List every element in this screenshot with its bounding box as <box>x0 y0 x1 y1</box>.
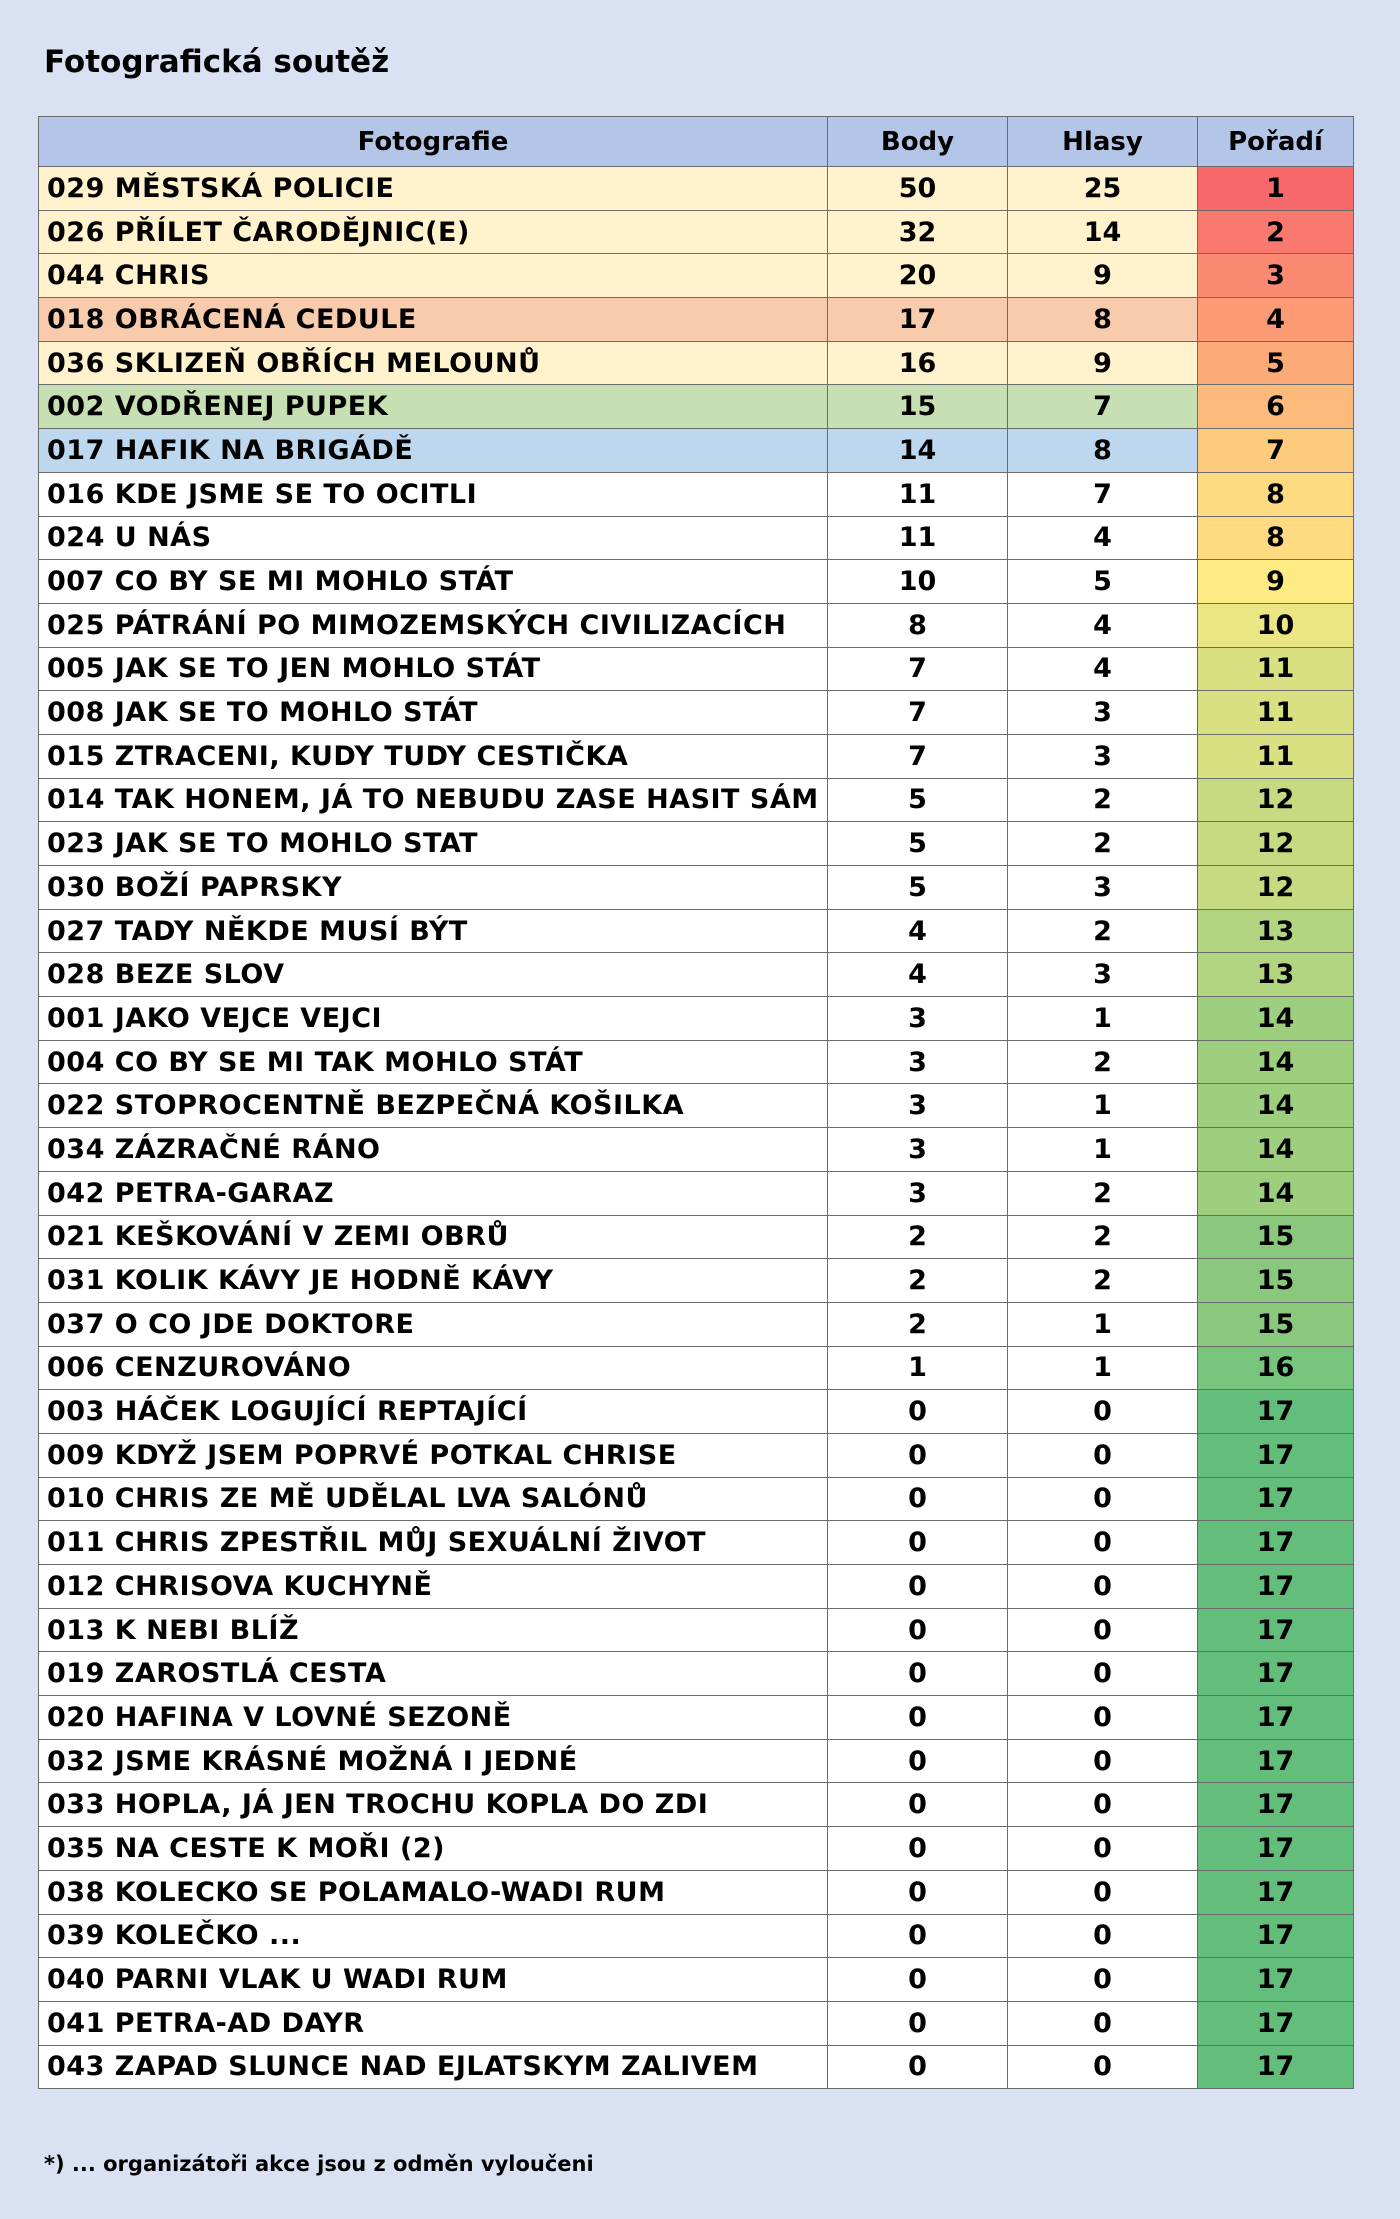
cell-points: 14 <box>828 429 1008 473</box>
cell-votes: 2 <box>1008 822 1198 866</box>
cell-points: 3 <box>828 997 1008 1041</box>
table-row <box>39 385 1354 429</box>
cell-votes: 0 <box>1008 1870 1198 1914</box>
cell-photo: 008 JAK SE TO MOHLO STÁT <box>39 691 828 735</box>
cell-rank: 15 <box>1198 1259 1354 1303</box>
cell-points: 0 <box>828 1608 1008 1652</box>
cell-rank: 11 <box>1198 647 1354 691</box>
table-row <box>39 341 1354 385</box>
cell-votes: 8 <box>1008 429 1198 473</box>
cell-votes: 4 <box>1008 516 1198 560</box>
cell-rank: 17 <box>1198 1696 1354 1740</box>
table-row <box>39 1827 1354 1871</box>
table-row <box>39 516 1354 560</box>
cell-votes: 0 <box>1008 1477 1198 1521</box>
cell-votes: 5 <box>1008 560 1198 604</box>
cell-points: 5 <box>828 778 1008 822</box>
table-row <box>39 1346 1354 1390</box>
cell-rank: 14 <box>1198 1040 1354 1084</box>
cell-points: 2 <box>828 1302 1008 1346</box>
cell-votes: 9 <box>1008 341 1198 385</box>
cell-votes: 4 <box>1008 647 1198 691</box>
table-row <box>39 647 1354 691</box>
cell-points: 4 <box>828 953 1008 997</box>
cell-rank: 8 <box>1198 472 1354 516</box>
table-row <box>39 1433 1354 1477</box>
cell-rank: 14 <box>1198 1084 1354 1128</box>
cell-points: 0 <box>828 1433 1008 1477</box>
cell-points: 16 <box>828 341 1008 385</box>
cell-photo: 030 BOŽÍ PAPRSKY <box>39 866 828 910</box>
cell-points: 0 <box>828 1477 1008 1521</box>
cell-votes: 4 <box>1008 603 1198 647</box>
cell-votes: 2 <box>1008 1040 1198 1084</box>
cell-points: 2 <box>828 1215 1008 1259</box>
cell-rank: 12 <box>1198 778 1354 822</box>
cell-rank: 17 <box>1198 2001 1354 2045</box>
cell-votes: 7 <box>1008 472 1198 516</box>
table-row <box>39 429 1354 473</box>
table-body <box>39 167 1354 2089</box>
cell-votes: 1 <box>1008 1084 1198 1128</box>
cell-rank: 17 <box>1198 1477 1354 1521</box>
cell-rank: 17 <box>1198 1608 1354 1652</box>
cell-photo: 043 ZAPAD SLUNCE NAD EJLATSKYM ZALIVEM <box>39 2045 828 2089</box>
cell-votes: 0 <box>1008 1608 1198 1652</box>
cell-votes: 0 <box>1008 1914 1198 1958</box>
cell-votes: 1 <box>1008 1128 1198 1172</box>
cell-points: 0 <box>828 1783 1008 1827</box>
cell-points: 0 <box>828 1521 1008 1565</box>
table-row <box>39 1565 1354 1609</box>
cell-points: 7 <box>828 691 1008 735</box>
cell-rank: 15 <box>1198 1215 1354 1259</box>
cell-photo: 015 ZTRACENI, KUDY TUDY CESTIČKA <box>39 734 828 778</box>
table-row <box>39 1521 1354 1565</box>
cell-votes: 3 <box>1008 691 1198 735</box>
cell-photo: 023 JAK SE TO MOHLO STAT <box>39 822 828 866</box>
table-row <box>39 254 1354 298</box>
cell-rank: 13 <box>1198 909 1354 953</box>
cell-photo: 035 NA CESTE K MOŘI (2) <box>39 1827 828 1871</box>
cell-points: 4 <box>828 909 1008 953</box>
cell-rank: 14 <box>1198 997 1354 1041</box>
cell-rank: 8 <box>1198 516 1354 560</box>
table-row <box>39 1302 1354 1346</box>
cell-votes: 9 <box>1008 254 1198 298</box>
cell-rank: 17 <box>1198 1565 1354 1609</box>
cell-votes: 0 <box>1008 2001 1198 2045</box>
column-header-votes: Hlasy <box>1008 117 1198 167</box>
cell-votes: 0 <box>1008 1521 1198 1565</box>
cell-rank: 10 <box>1198 603 1354 647</box>
cell-rank: 17 <box>1198 1914 1354 1958</box>
table-row <box>39 822 1354 866</box>
cell-votes: 1 <box>1008 1302 1198 1346</box>
cell-votes: 0 <box>1008 1783 1198 1827</box>
cell-photo: 019 ZAROSTLÁ CESTA <box>39 1652 828 1696</box>
cell-points: 0 <box>828 2001 1008 2045</box>
cell-points: 50 <box>828 167 1008 211</box>
table-row <box>39 298 1354 342</box>
cell-points: 32 <box>828 210 1008 254</box>
cell-rank: 15 <box>1198 1302 1354 1346</box>
cell-photo: 018 OBRÁCENÁ CEDULE <box>39 298 828 342</box>
cell-photo: 033 HOPLA, JÁ JEN TROCHU KOPLA DO ZDI <box>39 1783 828 1827</box>
cell-points: 0 <box>828 1565 1008 1609</box>
footnote: *) ... organizátoři akce jsou z odměn vyloučeni <box>44 2152 594 2176</box>
table-row <box>39 866 1354 910</box>
cell-votes: 7 <box>1008 385 1198 429</box>
cell-rank: 12 <box>1198 866 1354 910</box>
cell-points: 3 <box>828 1084 1008 1128</box>
cell-votes: 0 <box>1008 1390 1198 1434</box>
cell-points: 5 <box>828 866 1008 910</box>
table-row <box>39 2045 1354 2089</box>
cell-rank: 14 <box>1198 1128 1354 1172</box>
cell-votes: 2 <box>1008 1171 1198 1215</box>
cell-points: 3 <box>828 1040 1008 1084</box>
cell-rank: 7 <box>1198 429 1354 473</box>
table-row <box>39 1171 1354 1215</box>
cell-rank: 13 <box>1198 953 1354 997</box>
cell-photo: 011 CHRIS ZPESTŘIL MŮJ SEXUÁLNÍ ŽIVOT <box>39 1521 828 1565</box>
cell-rank: 17 <box>1198 1521 1354 1565</box>
cell-votes: 0 <box>1008 1565 1198 1609</box>
table-row <box>39 1390 1354 1434</box>
cell-rank: 17 <box>1198 1783 1354 1827</box>
cell-rank: 17 <box>1198 1390 1354 1434</box>
cell-rank: 17 <box>1198 1870 1354 1914</box>
cell-points: 1 <box>828 1346 1008 1390</box>
cell-points: 11 <box>828 472 1008 516</box>
cell-rank: 11 <box>1198 734 1354 778</box>
table-row <box>39 210 1354 254</box>
cell-rank: 17 <box>1198 1652 1354 1696</box>
table-row <box>39 1128 1354 1172</box>
table-row <box>39 2001 1354 2045</box>
table-row <box>39 778 1354 822</box>
cell-points: 0 <box>828 1827 1008 1871</box>
cell-photo: 017 HAFIK NA BRIGÁDĚ <box>39 429 828 473</box>
cell-votes: 1 <box>1008 1346 1198 1390</box>
cell-photo: 012 CHRISOVA KUCHYNĚ <box>39 1565 828 1609</box>
cell-photo: 009 KDYŽ JSEM POPRVÉ POTKAL CHRISE <box>39 1433 828 1477</box>
cell-photo: 037 O CO JDE DOKTORE <box>39 1302 828 1346</box>
cell-points: 0 <box>828 1870 1008 1914</box>
cell-photo: 021 KEŠKOVÁNÍ V ZEMI OBRŮ <box>39 1215 828 1259</box>
cell-points: 0 <box>828 1652 1008 1696</box>
table-row <box>39 1084 1354 1128</box>
table-row <box>39 1870 1354 1914</box>
cell-points: 15 <box>828 385 1008 429</box>
cell-votes: 3 <box>1008 734 1198 778</box>
cell-votes: 3 <box>1008 953 1198 997</box>
cell-photo: 041 PETRA-AD DAYR <box>39 2001 828 2045</box>
cell-photo: 042 PETRA-GARAZ <box>39 1171 828 1215</box>
cell-points: 3 <box>828 1171 1008 1215</box>
cell-rank: 17 <box>1198 1958 1354 2002</box>
cell-votes: 2 <box>1008 1215 1198 1259</box>
cell-votes: 2 <box>1008 778 1198 822</box>
cell-votes: 14 <box>1008 210 1198 254</box>
page-title: Fotografická soutěž <box>44 44 390 80</box>
cell-votes: 0 <box>1008 1827 1198 1871</box>
cell-rank: 9 <box>1198 560 1354 604</box>
cell-rank: 17 <box>1198 1827 1354 1871</box>
table-row <box>39 1477 1354 1521</box>
cell-photo: 044 CHRIS <box>39 254 828 298</box>
cell-votes: 0 <box>1008 1958 1198 2002</box>
cell-points: 0 <box>828 1914 1008 1958</box>
cell-points: 0 <box>828 1696 1008 1740</box>
table-row <box>39 1739 1354 1783</box>
table-row <box>39 997 1354 1041</box>
table-row <box>39 691 1354 735</box>
cell-photo: 010 CHRIS ZE MĚ UDĚLAL LVA SALÓNŮ <box>39 1477 828 1521</box>
table-row <box>39 1914 1354 1958</box>
cell-points: 20 <box>828 254 1008 298</box>
cell-points: 17 <box>828 298 1008 342</box>
table-row <box>39 1696 1354 1740</box>
cell-photo: 020 HAFINA V LOVNÉ SEZONĚ <box>39 1696 828 1740</box>
table-row <box>39 603 1354 647</box>
table-row <box>39 1215 1354 1259</box>
cell-votes: 0 <box>1008 1696 1198 1740</box>
cell-rank: 17 <box>1198 2045 1354 2089</box>
cell-votes: 8 <box>1008 298 1198 342</box>
cell-rank: 4 <box>1198 298 1354 342</box>
cell-rank: 11 <box>1198 691 1354 735</box>
cell-points: 0 <box>828 1739 1008 1783</box>
cell-votes: 0 <box>1008 1652 1198 1696</box>
cell-photo: 024 U NÁS <box>39 516 828 560</box>
cell-photo: 014 TAK HONEM, JÁ TO NEBUDU ZASE HASIT SÁM <box>39 778 828 822</box>
cell-photo: 026 PŘÍLET ČARODĚJNIC(E) <box>39 210 828 254</box>
cell-points: 7 <box>828 647 1008 691</box>
cell-rank: 5 <box>1198 341 1354 385</box>
results-table <box>38 116 1354 2089</box>
cell-photo: 016 KDE JSME SE TO OCITLI <box>39 472 828 516</box>
cell-rank: 1 <box>1198 167 1354 211</box>
cell-photo: 002 VODŘENEJ PUPEK <box>39 385 828 429</box>
cell-photo: 013 K NEBI BLÍŽ <box>39 1608 828 1652</box>
table-row <box>39 560 1354 604</box>
cell-points: 0 <box>828 1390 1008 1434</box>
cell-rank: 3 <box>1198 254 1354 298</box>
cell-photo: 005 JAK SE TO JEN MOHLO STÁT <box>39 647 828 691</box>
cell-photo: 036 SKLIZEŇ OBŘÍCH MELOUNŮ <box>39 341 828 385</box>
column-header-rank: Pořadí <box>1198 117 1354 167</box>
table-row <box>39 1259 1354 1303</box>
cell-photo: 007 CO BY SE MI MOHLO STÁT <box>39 560 828 604</box>
cell-photo: 025 PÁTRÁNÍ PO MIMOZEMSKÝCH CIVILIZACÍCH <box>39 603 828 647</box>
cell-rank: 12 <box>1198 822 1354 866</box>
table-row <box>39 909 1354 953</box>
cell-votes: 1 <box>1008 997 1198 1041</box>
cell-rank: 2 <box>1198 210 1354 254</box>
cell-votes: 3 <box>1008 866 1198 910</box>
cell-photo: 006 CENZUROVÁNO <box>39 1346 828 1390</box>
cell-votes: 0 <box>1008 1433 1198 1477</box>
table-row <box>39 734 1354 778</box>
column-header-photo: Fotografie <box>39 117 828 167</box>
cell-photo: 003 HÁČEK LOGUJÍCÍ REPTAJÍCÍ <box>39 1390 828 1434</box>
cell-points: 0 <box>828 1958 1008 2002</box>
cell-photo: 027 TADY NĚKDE MUSÍ BÝT <box>39 909 828 953</box>
cell-points: 3 <box>828 1128 1008 1172</box>
cell-photo: 034 ZÁZRAČNÉ RÁNO <box>39 1128 828 1172</box>
cell-points: 5 <box>828 822 1008 866</box>
cell-points: 10 <box>828 560 1008 604</box>
column-header-points: Body <box>828 117 1008 167</box>
cell-photo: 031 KOLIK KÁVY JE HODNĚ KÁVY <box>39 1259 828 1303</box>
cell-rank: 16 <box>1198 1346 1354 1390</box>
cell-rank: 6 <box>1198 385 1354 429</box>
cell-photo: 022 STOPROCENTNĚ BEZPEČNÁ KOŠILKA <box>39 1084 828 1128</box>
cell-photo: 040 PARNI VLAK U WADI RUM <box>39 1958 828 2002</box>
cell-rank: 17 <box>1198 1433 1354 1477</box>
cell-photo: 038 KOLECKO SE POLAMALO-WADI RUM <box>39 1870 828 1914</box>
cell-rank: 17 <box>1198 1739 1354 1783</box>
table-row <box>39 472 1354 516</box>
table-row <box>39 1608 1354 1652</box>
cell-photo: 032 JSME KRÁSNÉ MOŽNÁ I JEDNÉ <box>39 1739 828 1783</box>
cell-points: 0 <box>828 2045 1008 2089</box>
cell-votes: 25 <box>1008 167 1198 211</box>
table-row <box>39 1040 1354 1084</box>
cell-points: 11 <box>828 516 1008 560</box>
cell-votes: 0 <box>1008 2045 1198 2089</box>
cell-points: 7 <box>828 734 1008 778</box>
cell-votes: 2 <box>1008 1259 1198 1303</box>
cell-photo: 029 MĚSTSKÁ POLICIE <box>39 167 828 211</box>
cell-photo: 004 CO BY SE MI TAK MOHLO STÁT <box>39 1040 828 1084</box>
table-row <box>39 1783 1354 1827</box>
table-row <box>39 1652 1354 1696</box>
table-header-row <box>39 117 1354 167</box>
cell-points: 8 <box>828 603 1008 647</box>
table-row <box>39 1958 1354 2002</box>
cell-rank: 14 <box>1198 1171 1354 1215</box>
cell-photo: 001 JAKO VEJCE VEJCI <box>39 997 828 1041</box>
cell-photo: 028 BEZE SLOV <box>39 953 828 997</box>
cell-votes: 0 <box>1008 1739 1198 1783</box>
table-row <box>39 167 1354 211</box>
cell-points: 2 <box>828 1259 1008 1303</box>
cell-photo: 039 KOLEČKO ... <box>39 1914 828 1958</box>
cell-votes: 2 <box>1008 909 1198 953</box>
table-row <box>39 953 1354 997</box>
